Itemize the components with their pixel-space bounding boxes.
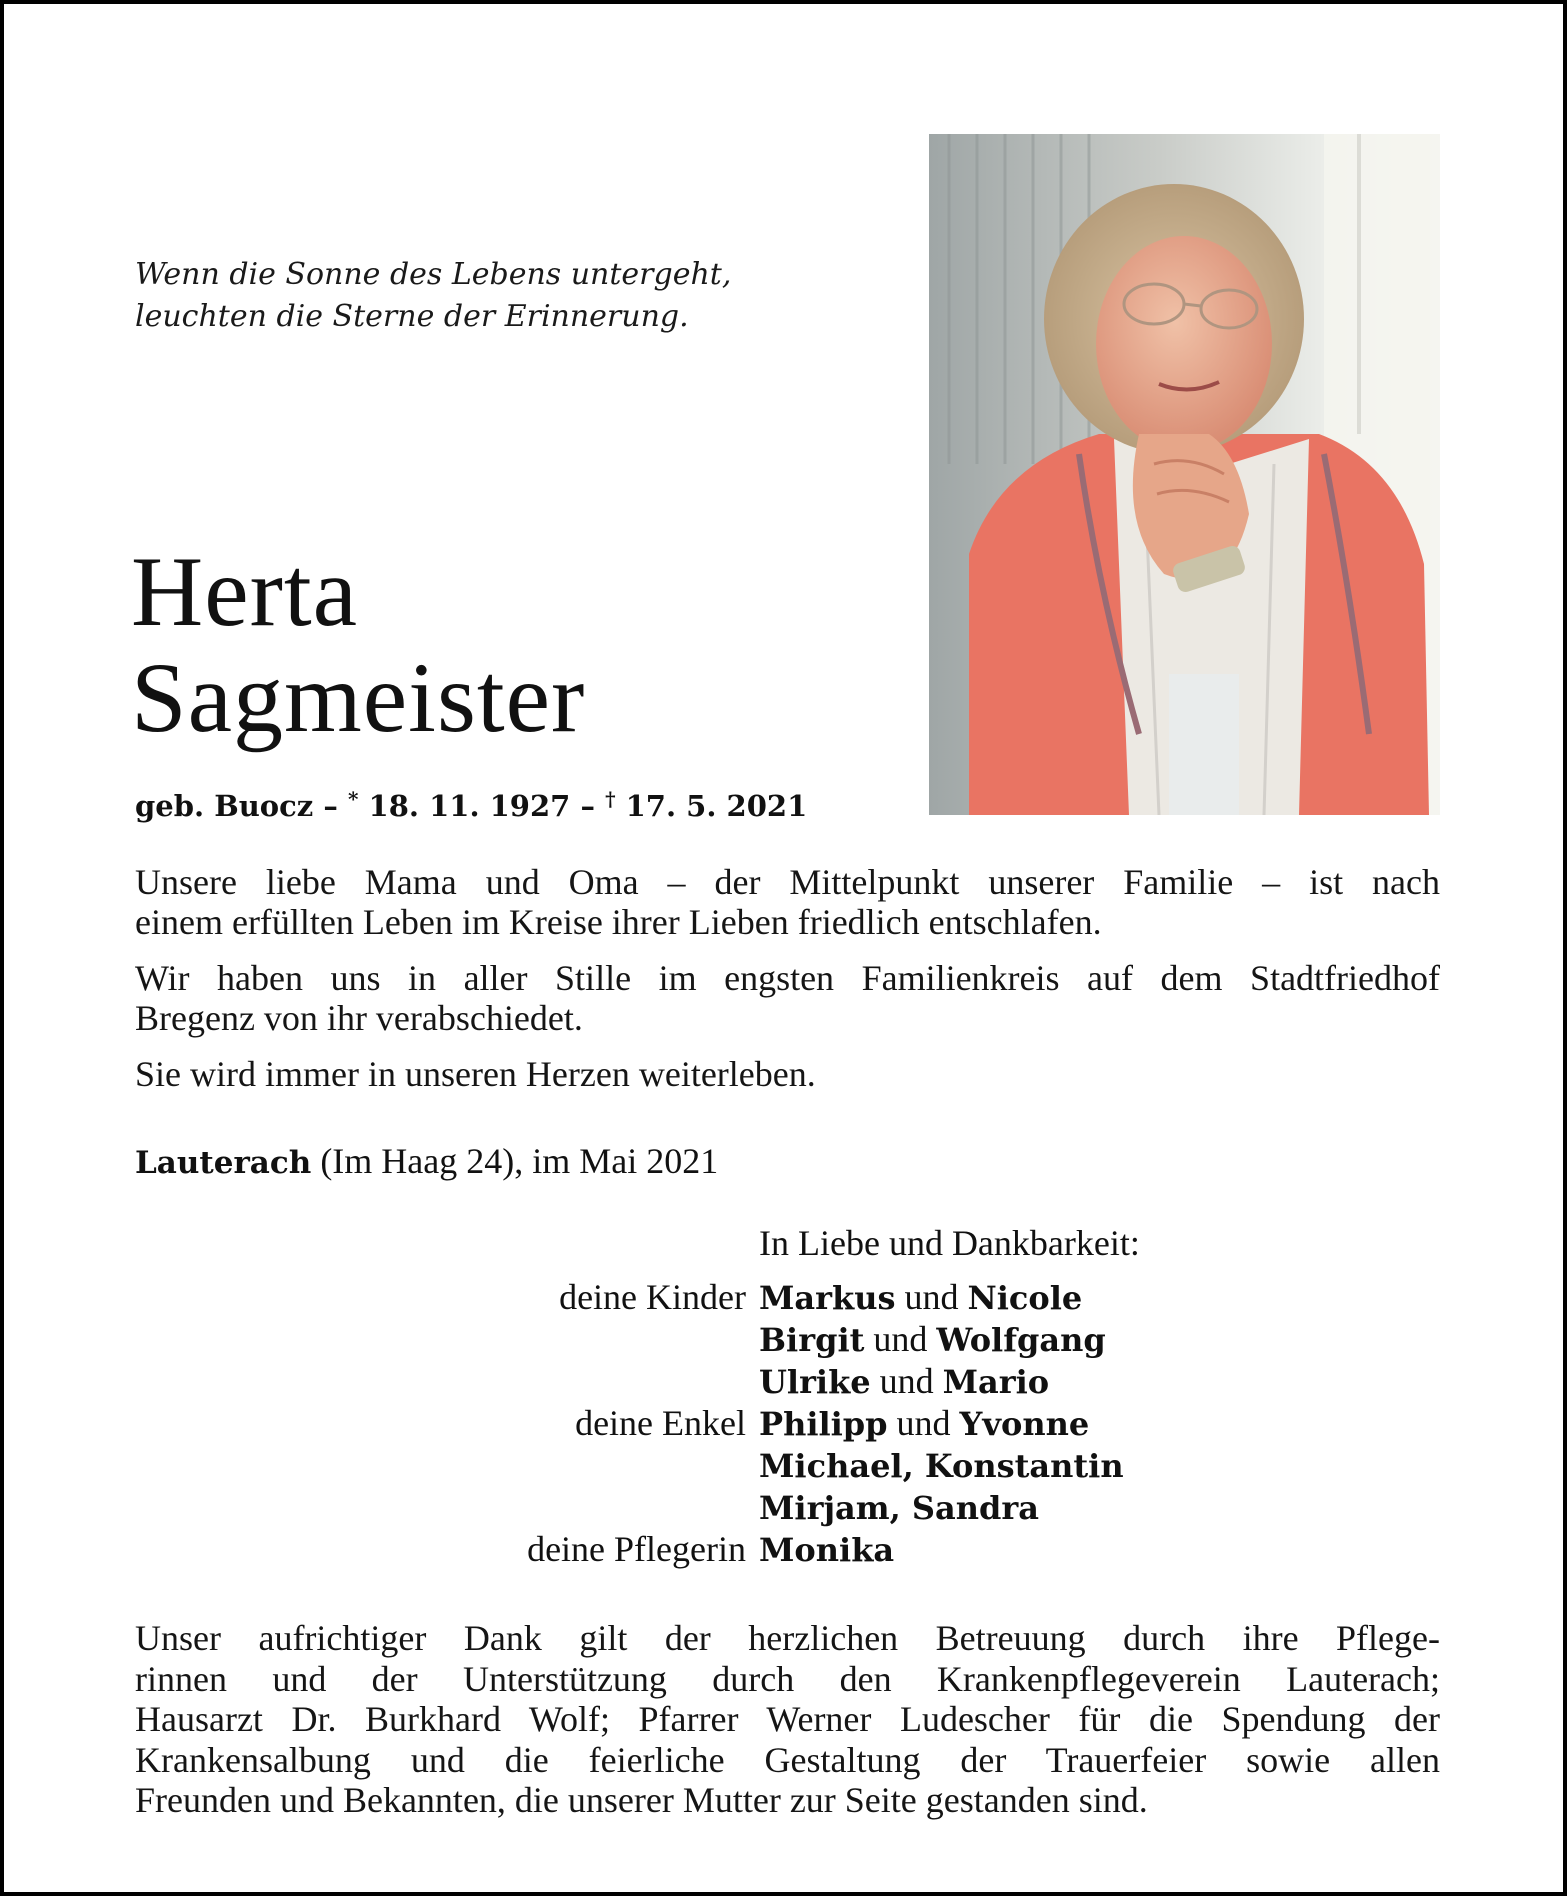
mourner-name-b: Yvonne <box>959 1405 1090 1443</box>
mourner-relation: deine Enkel <box>575 1403 746 1443</box>
mourner-joiner: und <box>887 1403 960 1443</box>
thanks-line-2: rinnen und der Unterstützung durch den Krankenpflegeverein Lauterach; <box>135 1658 1440 1699</box>
thanks-line-1: Unser aufrichtiger Dank gilt der herzlichen Betreuung durch ihre Pflege- <box>135 1618 1440 1658</box>
paragraph-1-line-1: Unsere liebe Mama und Oma – der Mittelpunkt unserer Familie – ist nach <box>135 862 1440 902</box>
death-date: 17. 5. 2021 <box>615 789 808 823</box>
mourner-name-a: Michael, Konstantin <box>759 1447 1124 1485</box>
mourner-names <box>759 1528 894 1570</box>
signature-intro <box>759 1222 1140 1264</box>
announcement-paragraph-2 <box>135 958 1440 1038</box>
mourner-names <box>759 1444 1124 1486</box>
thanks-line-4: Krankensalbung und die feierliche Gestaltung der Trauerfeier sowie allen <box>135 1739 1440 1780</box>
signature-intro-text: In Liebe und Dankbarkeit: <box>759 1223 1140 1263</box>
birth-star-icon: * <box>347 787 359 811</box>
announcement-paragraph-3 <box>135 1054 1440 1094</box>
mourner-row <box>4 1486 1567 1528</box>
portrait-photo <box>929 134 1440 815</box>
mourner-row <box>4 1402 1567 1444</box>
mourner-name-a: Markus <box>759 1279 896 1317</box>
paragraph-3-line: Sie wird immer in unseren Herzen weiterleben. <box>135 1054 816 1094</box>
paragraph-2-line-2: Bregenz von ihr verabschiedet. <box>135 998 583 1038</box>
deceased-name <box>131 536 586 753</box>
last-name: Sagmeister <box>131 642 586 753</box>
address-and-date: (Im Haag 24), im Mai 2021 <box>311 1141 719 1181</box>
mourner-name-b: Nicole <box>967 1279 1083 1317</box>
town-name: Lauterach <box>135 1145 312 1181</box>
mourner-name-a: Ulrike <box>759 1363 871 1401</box>
place-and-date <box>135 1140 718 1182</box>
mourner-names <box>759 1486 1039 1528</box>
mourner-name-b: Wolfgang <box>936 1321 1106 1359</box>
thank-you-paragraph <box>135 1618 1440 1821</box>
thanks-line-5: Freunden und Bekannten, die unserer Mutter zur Seite gestanden sind. <box>135 1780 1148 1820</box>
mourner-names <box>759 1402 1089 1444</box>
mourner-name-a: Monika <box>759 1531 895 1569</box>
first-name: Herta <box>131 536 359 647</box>
dates-separator-1: – <box>313 789 348 823</box>
mourner-joiner: und <box>870 1361 943 1401</box>
mourner-names <box>759 1360 1049 1402</box>
mourner-relation: deine Pflegerin <box>527 1529 746 1569</box>
portrait-photo-icon <box>929 134 1440 815</box>
motto-line-1: Wenn die Sonne des Lebens untergeht, <box>135 257 732 292</box>
motto-quote <box>135 254 835 338</box>
mourner-name-a: Mirjam, Sandra <box>759 1489 1039 1527</box>
mourner-row <box>4 1528 1567 1570</box>
mourner-joiner: und <box>864 1319 937 1359</box>
mourner-row <box>4 1360 1567 1402</box>
thanks-line-3: Hausarzt Dr. Burkhard Wolf; Pfarrer Werner Ludescher für die Spendung der <box>135 1699 1440 1739</box>
mourner-names <box>759 1276 1082 1318</box>
mourner-row <box>4 1444 1567 1486</box>
life-dates <box>135 781 807 824</box>
motto-line-2: leuchten die Sterne der Erinnerung. <box>135 299 689 334</box>
mourner-name-b: Mario <box>942 1363 1050 1401</box>
dates-separator-2: – <box>570 789 606 823</box>
mourner-names <box>759 1318 1106 1360</box>
announcement-paragraph-1 <box>135 862 1440 942</box>
birth-date: 18. 11. 1927 <box>358 789 571 823</box>
death-cross-icon: † <box>605 787 616 811</box>
maiden-name: geb. Buocz <box>135 789 314 823</box>
mourner-row <box>4 1276 1567 1318</box>
paragraph-2-line-1: Wir haben uns in aller Stille im engsten Familienkreis auf dem Stadtfriedhof <box>135 958 1440 998</box>
mourner-relation: deine Kinder <box>559 1277 746 1317</box>
mourner-name-a: Birgit <box>759 1321 865 1359</box>
paragraph-1-line-2: einem erfüllten Leben im Kreise ihrer Lieben friedlich entschlafen. <box>135 902 1102 942</box>
mourner-row <box>4 1318 1567 1360</box>
mourner-joiner: und <box>895 1277 968 1317</box>
mourner-name-a: Philipp <box>759 1405 888 1443</box>
